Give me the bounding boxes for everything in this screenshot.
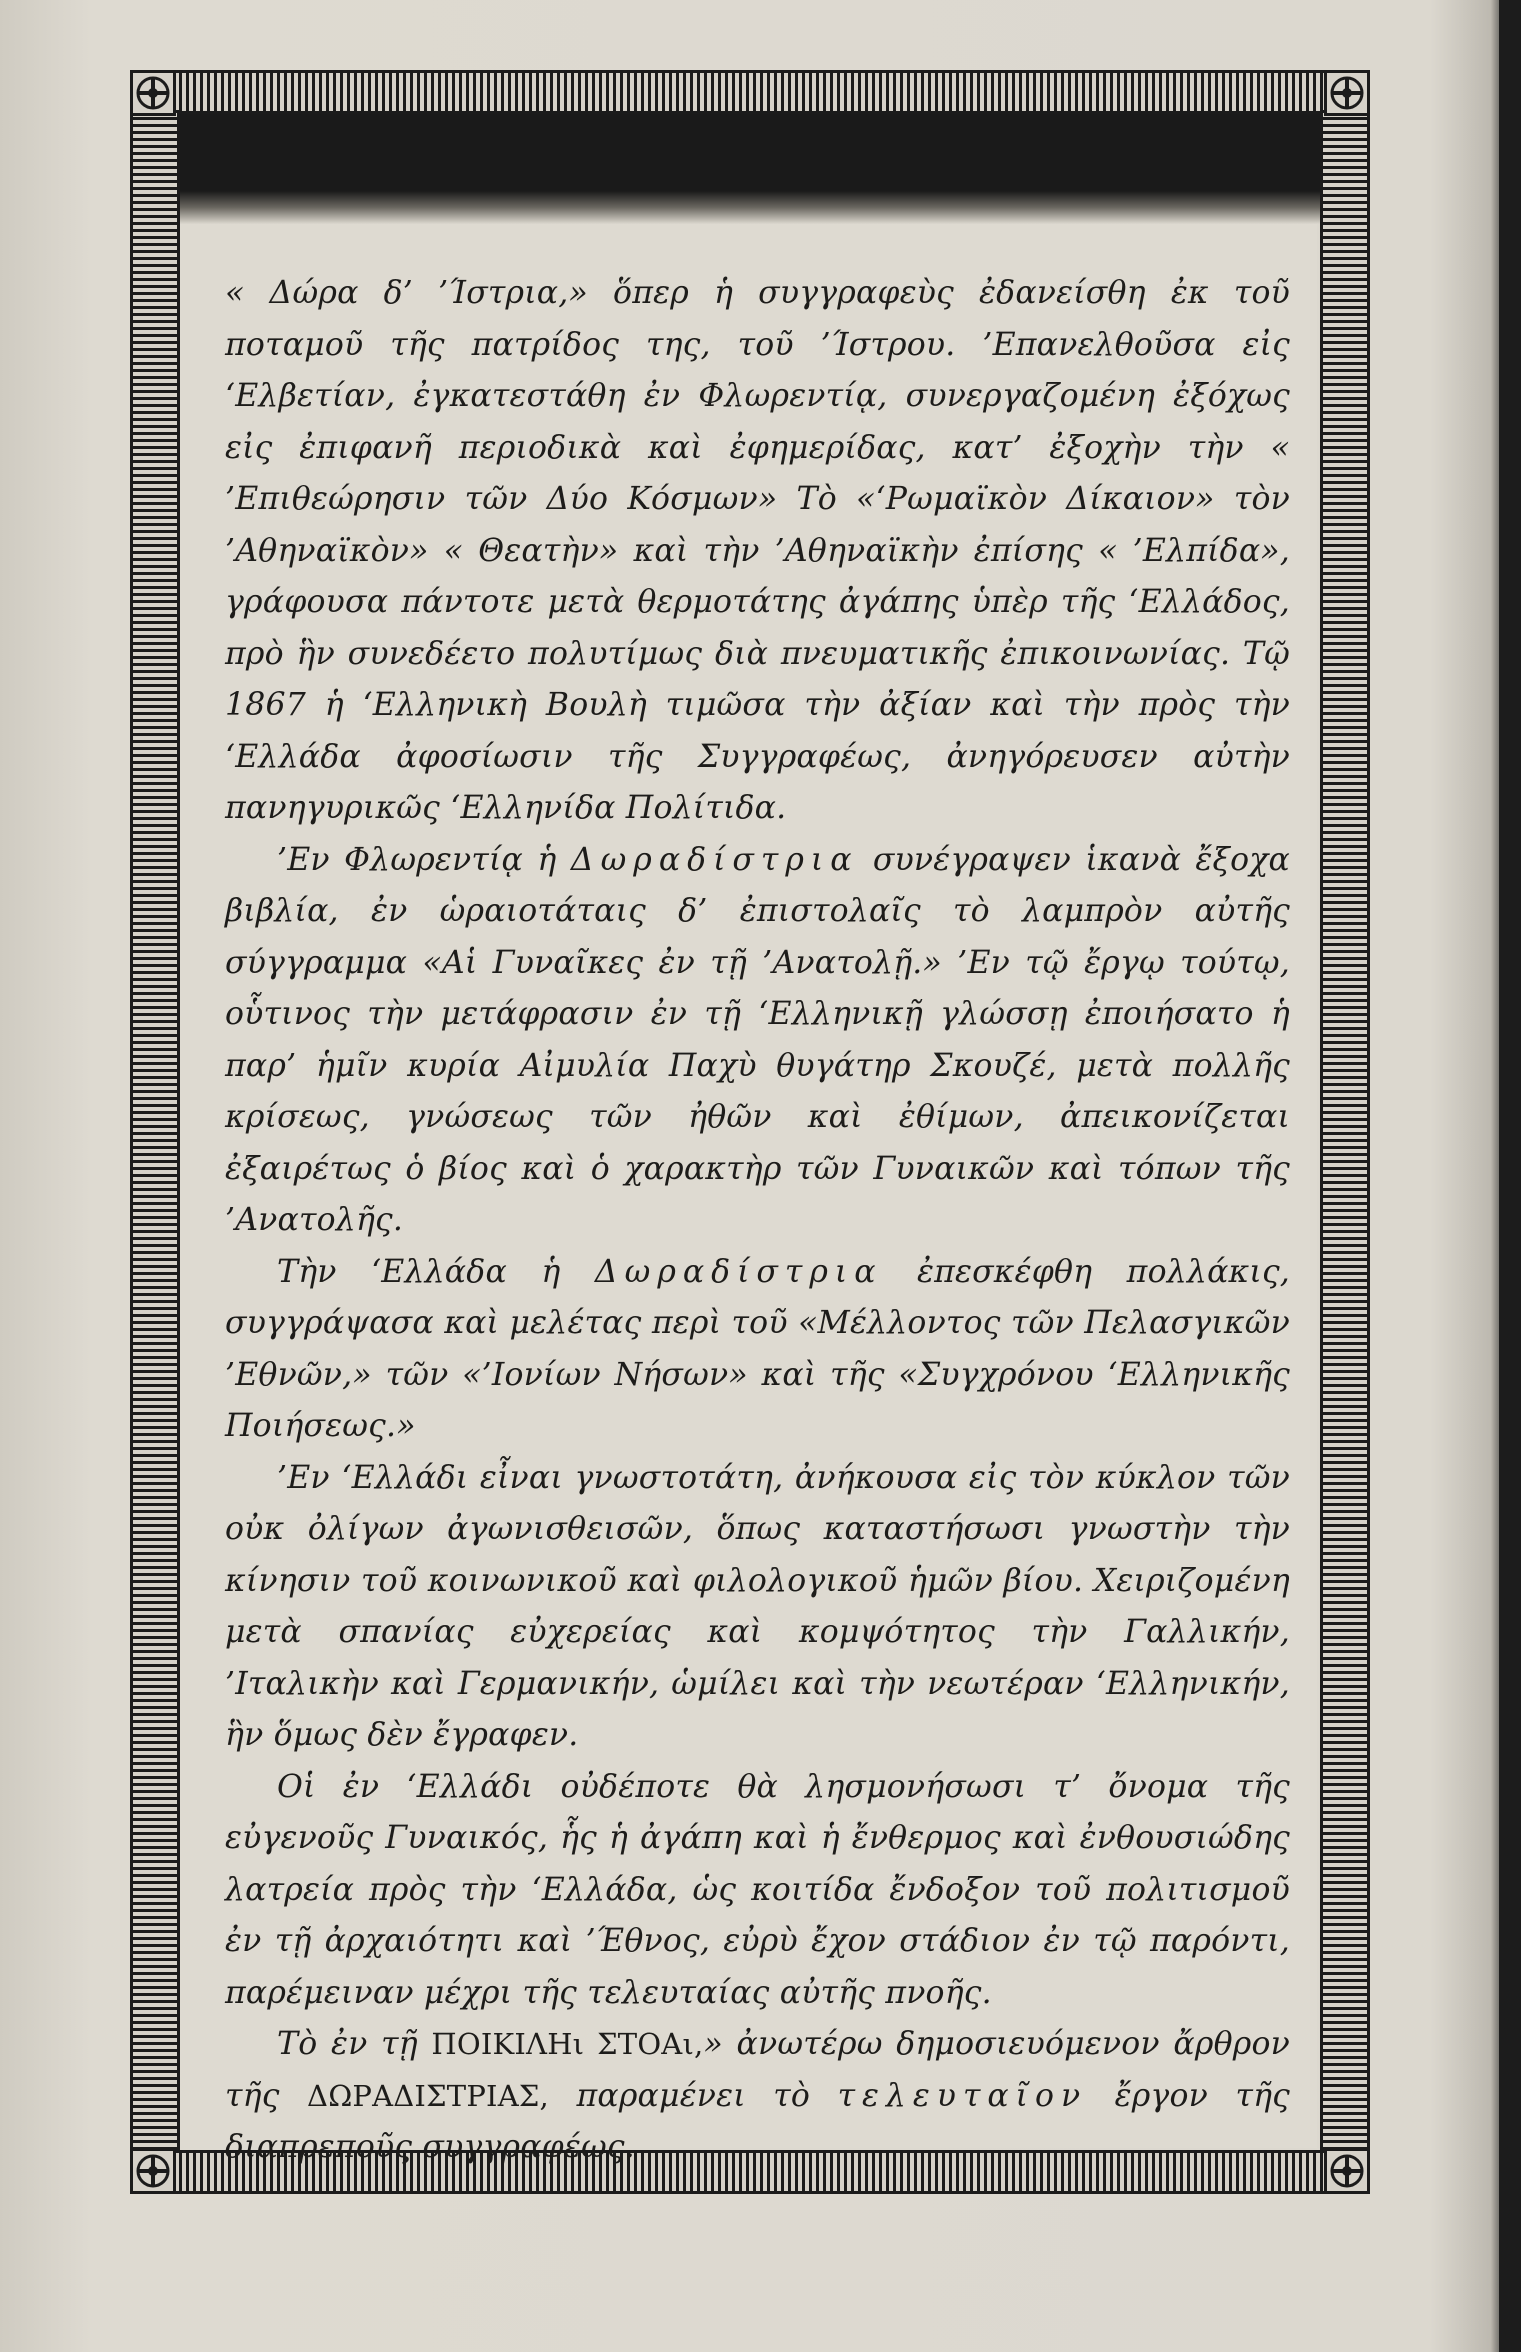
text-run: παραμένει τὸ bbox=[548, 2077, 838, 2114]
frame-top-border bbox=[130, 70, 1370, 114]
frame-right-border bbox=[1320, 110, 1370, 2150]
text-run: Τὴν ‘Ελλάδα ἡ bbox=[277, 1253, 595, 1290]
spaced-name-run: Δωραδίστρια bbox=[570, 841, 859, 878]
paragraph bbox=[225, 268, 1290, 835]
spaced-name-run: τελευταῖον bbox=[837, 2077, 1088, 2114]
text-run: ’Εν ‘Ελλάδι εἶναι γνωστοτάτη, ἀνήκουσα εἰς τὸν κύκλον τῶν οὐκ ὀλίγων ἀγωνισθεισῶν, ὅπως καταστήσωσι γνωστὴν τὴν κίνησιν τοῦ κοινωνικοῦ καὶ φιλολογικοῦ ἡμῶν βίου. Χειριζομένη μετὰ σπανίας εὐχερείας καὶ κομψότητος τὴν Γαλλικήν, ’Ιταλικὴν καὶ Γερμανικήν, ὡμίλει καὶ τὴν νεωτέραν ‘Ελληνικήν, ἣν ὅμως δὲν ἔγραφεν. bbox=[225, 1459, 1290, 1753]
document-body bbox=[225, 268, 1290, 2174]
text-run: Τὸ ἐν τῇ bbox=[277, 2026, 432, 2062]
page-binding-edge bbox=[1499, 0, 1521, 2352]
paragraph bbox=[225, 1762, 1290, 2020]
text-run: » ἀνωτέρω δημοσιευόμενον ἄρθρον τῆς bbox=[225, 2026, 1290, 2114]
spaced-name-run: Δωραδίστρια bbox=[594, 1253, 883, 1290]
text-run: ἐπεσκέφθη πολλάκις, συγγράψασα καὶ μελέτας περὶ τοῦ «Μέλλοντος τῶν Πελασγικῶν ’Εθνῶν,» τῶν «’Ιονίων Νήσων» καὶ τῆς «Συγχρόνου ‘Ελληνικῆς Ποιήσεως.» bbox=[225, 1253, 1290, 1444]
text-run: Οἱ ἐν ‘Ελλάδι οὐδέποτε θὰ λησμονήσωσι τ’ ὄνομα τῆς εὐγενοῦς Γυναικός, ἧς ἡ ἀγάπη καὶ ἡ ἔνθερμος καὶ ἐνθουσιώδης λατρεία πρὸς τὴν ‘Ελλάδα, ὡς κοιτίδα ἔνδοξον τοῦ πολιτισμοῦ ἐν τῇ ἀρχαιότητι καὶ ’Έθνος, εὐρὺ ἔχον στάδιον ἐν τῷ παρόντι, παρέμειναν μέχρι τῆς τελευταίας αὐτῆς πνοῆς. bbox=[225, 1768, 1290, 2011]
frame-left-border bbox=[130, 110, 180, 2150]
text-run: ’Εν Φλωρεντίᾳ ἡ bbox=[277, 841, 571, 878]
paragraph bbox=[225, 1247, 1290, 1453]
cross-ornament-icon bbox=[1324, 70, 1370, 116]
small-caps-run: ΠΟΙΚΙΛΗι ΣΤΟΑι, bbox=[431, 2027, 704, 2061]
cross-ornament-icon bbox=[1324, 2148, 1370, 2194]
paragraph bbox=[225, 835, 1290, 1247]
small-caps-run: ΔΩΡΑΔΙΣΤΡΙΑΣ, bbox=[307, 2078, 549, 2113]
text-run: « Δώρα δ’ ’Ίστρια,» ὅπερ ἡ συγγραφεὺς ἐδανείσθη ἐκ τοῦ ποταμοῦ τῆς πατρίδος της, τοῦ ’Ίστρου. ’Επανελθοῦσα εἰς ‘Ελβετίαν, ἐγκατεστάθη ἐν Φλωρεντίᾳ, συνεργαζομένη ἐξόχως εἰς ἐπιφανῆ περιοδικὰ καὶ ἐφημερίδας, κατ’ ἐξοχὴν τὴν « ’Επιθεώρησιν τῶν Δύο Κόσμων» Τὸ «‘Ρωμαϊκὸν Δίκαιον» τὸν ’Αθηναϊκὸν» « Θεατὴν» καὶ τὴν ’Αθηναϊκὴν ἐπίσης « ’Ελπίδα», γράφουσα πάντοτε μετὰ θερμοτάτης ἀγάπης ὑπὲρ τῆς ‘Ελλάδος, πρὸ ἣν συνεδέετο πολυτίμως διὰ πνευματικῆς ἐπικοινωνίας. Τῷ 1867 ἡ ‘Ελληνικὴ Βουλὴ τιμῶσα τὴν ἀξίαν καὶ τὴν πρὸς τὴν ‘Ελλάδα ἀφοσίωσιν τῆς Συγγραφέως, ἀνηγόρευσεν αὐτὴν πανηγυρικῶς ‘Ελληνίδα Πολίτιδα. bbox=[225, 275, 1290, 826]
text-run: ἔργον τῆς διαπρεποῦς συγγραφέως. bbox=[225, 2077, 1290, 2165]
cross-ornament-icon bbox=[130, 70, 176, 116]
text-run: συνέγραψεν ἱκανὰ ἔξοχα βιβλία, ἐν ὡραιοτάταις δ’ ἐπιστολαῖς τὸ λαμπρὸν αὐτῆς σύγγραμμα «Αἱ Γυναῖκες ἐν τῇ ’Ανατολῇ.» ’Εν τῷ ἔργῳ τούτῳ, οὗτινος τὴν μετάφρασιν ἐν τῇ ‘Ελληνικῇ γλώσσῃ ἐποιήσατο ἡ παρ’ ἡμῖν κυρία Αἰμυλία Παχὺ θυγάτηρ Σκουζέ, μετὰ πολλῆς κρίσεως, γνώσεως τῶν ἠθῶν καὶ ἐθίμων, ἀπεικονίζεται ἐξαιρέτως ὁ βίος καὶ ὁ χαρακτὴρ τῶν Γυναικῶν καὶ τόπων τῆς ’Ανατολῆς. bbox=[225, 841, 1290, 1238]
paragraph bbox=[225, 2019, 1290, 2174]
frame-header-band bbox=[180, 114, 1320, 224]
cross-ornament-icon bbox=[130, 2148, 176, 2194]
paragraph bbox=[225, 1453, 1290, 1762]
